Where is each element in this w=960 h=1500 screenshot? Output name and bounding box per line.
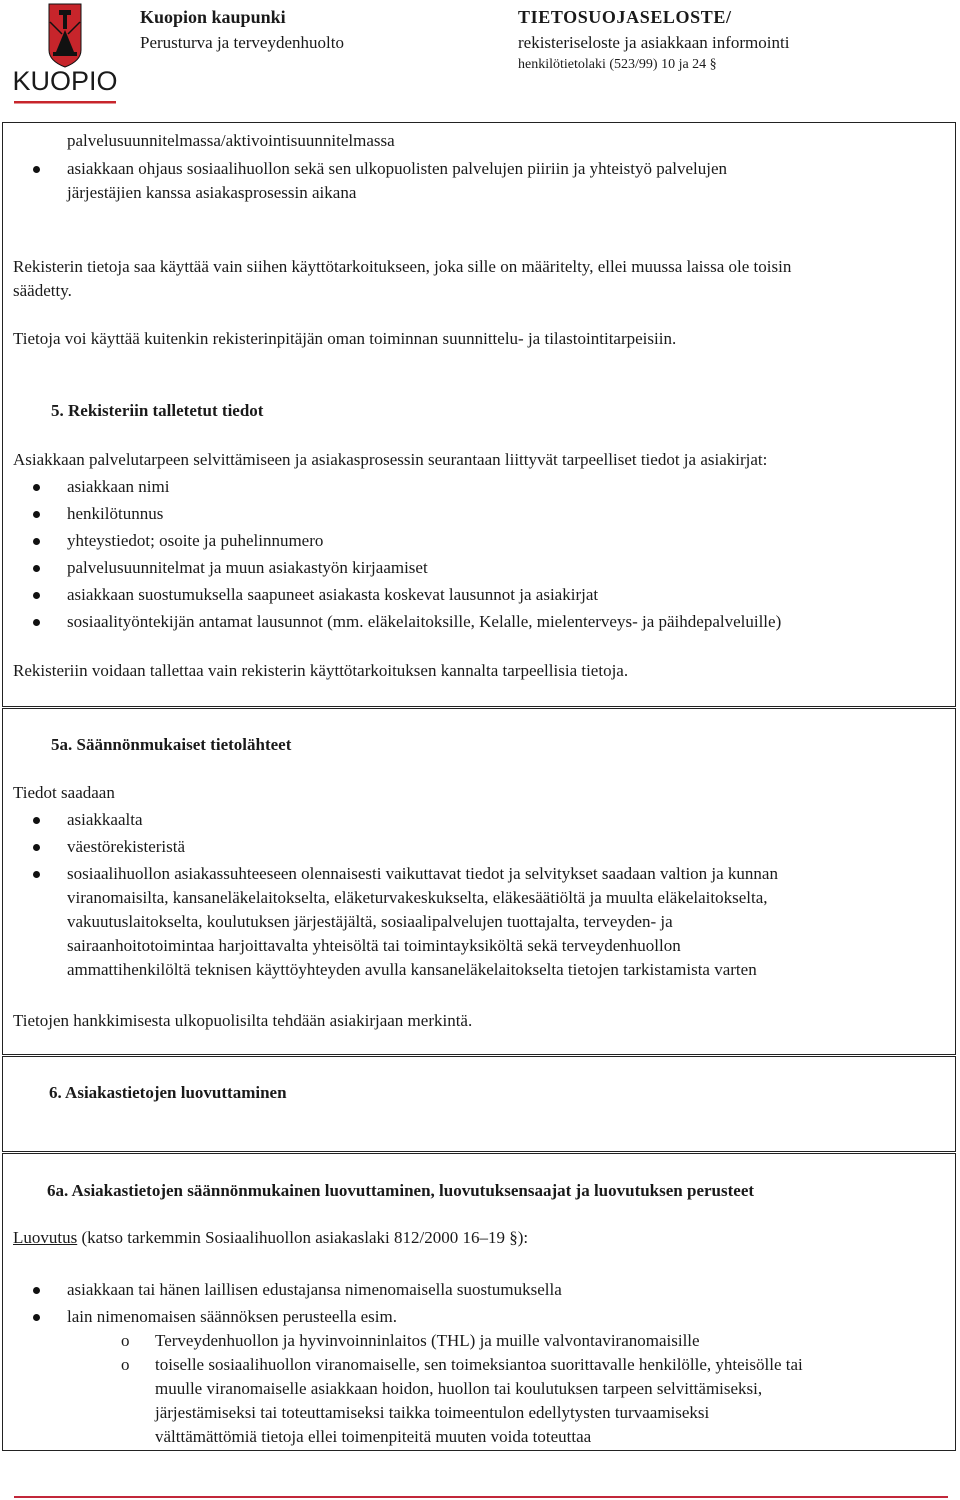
list-item: sosiaalityöntekijän antamat lausunnot (mm. eläkelaitoksille, Kelalle, mielenterveys- ja päihdepalveluille) bbox=[67, 612, 782, 631]
document-header bbox=[0, 0, 960, 110]
section-box-6a bbox=[2, 1153, 956, 1451]
list-item: yhteystiedot; osoite ja puhelinnumero bbox=[67, 531, 324, 550]
bullet-icon bbox=[33, 166, 40, 173]
kuopio-logo bbox=[12, 2, 118, 106]
sub-list-item-cont: järjestämiseksi tai toteuttamiseksi taikka toimeentulon edellytysten turvaamiseksi bbox=[155, 1403, 710, 1422]
section-heading: 6. Asiakastietojen luovuttaminen bbox=[49, 1083, 287, 1102]
list-item-cont: vakuutuslaitokselta, koulutuksen järjestäjältä, sosiaalipalvelujen tuottajalta, terveyden- ja bbox=[67, 912, 673, 931]
list-item: henkilötunnus bbox=[67, 504, 164, 523]
bullet-icon bbox=[33, 817, 40, 824]
bullet-icon bbox=[33, 511, 40, 518]
city-name: Kuopion kaupunki bbox=[140, 7, 286, 27]
paragraph: Rekisterin tietoja saa käyttää vain siihen käyttötarkoitukseen, joka sille on määritelty, ellei muussa laissa ole toisin bbox=[13, 257, 792, 276]
department-name: Perusturva ja terveydenhuolto bbox=[140, 33, 344, 52]
bullet-icon bbox=[33, 844, 40, 851]
sub-list-item-cont: välttämättömiä tietoja ellei toimenpiteitä muuten voida toteuttaa bbox=[155, 1427, 592, 1446]
bullet-icon bbox=[33, 1287, 40, 1294]
section-closing: Tietojen hankkimisesta ulkopuolisilta tehdään asiakirjaan merkintä. bbox=[13, 1011, 473, 1030]
law-reference: henkilötietolaki (523/99) 10 ja 24 § bbox=[518, 57, 717, 72]
section-intro: Tiedot saadaan bbox=[13, 783, 115, 802]
list-item-cont: järjestäjien kanssa asiakasprosessin aikana bbox=[67, 183, 357, 202]
sub-list-item: Terveydenhuollon ja hyvinvoinninlaitos (THL) ja muille valvontaviranomaisille bbox=[155, 1331, 700, 1350]
sub-bullet-icon: o bbox=[121, 1331, 130, 1350]
logo-wordmark: KUOPIO bbox=[12, 66, 118, 96]
bullet-icon bbox=[33, 871, 40, 878]
list-item: asiakkaan suostumuksella saapuneet asiakasta koskevat lausunnot ja asiakirjat bbox=[67, 585, 599, 604]
doc-subtitle: rekisteriseloste ja asiakkaan informointi bbox=[518, 33, 790, 52]
section-box-5a bbox=[2, 708, 956, 1055]
sub-bullet-icon: o bbox=[121, 1355, 130, 1374]
section-heading: 6a. Asiakastietojen säännönmukainen luovuttaminen, luovutuksensaajat ja luovutuksen perusteet bbox=[47, 1181, 755, 1200]
bullet-icon bbox=[33, 1314, 40, 1321]
luovutus-line bbox=[13, 1226, 528, 1250]
paragraph: Tietoja voi käyttää kuitenkin rekisterinpitäjän oman toiminnan suunnittelu- ja tilastointitarpeisiin. bbox=[13, 329, 677, 348]
list-item: lain nimenomaisen säännöksen perusteella esim. bbox=[67, 1307, 397, 1326]
list-item: palvelusuunnitelmat ja muun asiakastyön kirjaamiset bbox=[67, 558, 428, 577]
footer-divider bbox=[14, 1496, 948, 1498]
list-item-cont: ammattihenkilöltä teknisen käyttöyhteyden avulla kansaneläkelaitokselta tietojen tarkistamista varten bbox=[67, 960, 757, 979]
luovutus-term: Luovutus bbox=[13, 1228, 78, 1247]
sub-list-item: toiselle sosiaalihuollon viranomaiselle, sen toimeksiantoa suorittavalle henkilölle, yhteisölle tai bbox=[155, 1355, 803, 1374]
bullet-icon bbox=[33, 484, 40, 491]
bullet-icon bbox=[33, 619, 40, 626]
list-item: sosiaalihuollon asiakassuhteeseen olennaisesti vaikuttavat tiedot ja selvitykset saadaan valtion ja kunnan bbox=[67, 864, 778, 883]
bullet-icon bbox=[33, 565, 40, 572]
list-item: asiakkaalta bbox=[67, 810, 143, 829]
section-heading: 5a. Säännönmukaiset tietolähteet bbox=[51, 735, 292, 754]
section-heading: 5. Rekisteriin talletetut tiedot bbox=[51, 401, 264, 420]
bullet-icon bbox=[33, 538, 40, 545]
luovutus-text: (katso tarkemmin Sosiaalihuollon asiakaslaki 812/2000 16–19 §): bbox=[77, 1228, 529, 1247]
section-box-6 bbox=[2, 1056, 956, 1152]
sub-list-item-cont: muulle viranomaiselle asiakkaan hoidon, huollon tai koulutuksen tarpeen selvittämiseksi, bbox=[155, 1379, 763, 1398]
list-item: asiakkaan tai hänen laillisen edustajansa nimenomaisella suostumuksella bbox=[67, 1280, 562, 1299]
list-item: väestörekisteristä bbox=[67, 837, 186, 856]
list-item: asiakkaan ohjaus sosiaalihuollon sekä sen ulkopuolisten palvelujen piiriin ja yhteistyö palvelujen bbox=[67, 159, 728, 178]
list-item-cont: viranomaisilta, kansaneläkelaitokselta, eläketurvakeskukselta, eläkesäätiöltä ja muulta eläkelaitokselta, bbox=[67, 888, 768, 907]
paragraph-cont: säädetty. bbox=[13, 281, 72, 300]
list-item: palvelusuunnitelmassa/aktivointisuunnitelmassa bbox=[67, 131, 395, 150]
bullet-icon bbox=[33, 592, 40, 599]
list-item: asiakkaan nimi bbox=[67, 477, 170, 496]
list-item-cont: sairaanhoitotoimintaa harjoittavalta yhteisöltä tai toimintayksiköltä sekä terveydenhuollon bbox=[67, 936, 681, 955]
doc-title: TIETOSUOJASELOSTE/ bbox=[518, 7, 732, 27]
section-box-5 bbox=[2, 122, 956, 707]
section-intro: Asiakkaan palvelutarpeen selvittämiseen ja asiakasprosessin seurantaan liittyvät tarpeelliset tiedot ja asiakirjat: bbox=[13, 450, 768, 469]
section-closing: Rekisteriin voidaan tallettaa vain rekisterin käyttötarkoituksen kannalta tarpeellisia tietoja. bbox=[13, 661, 629, 680]
